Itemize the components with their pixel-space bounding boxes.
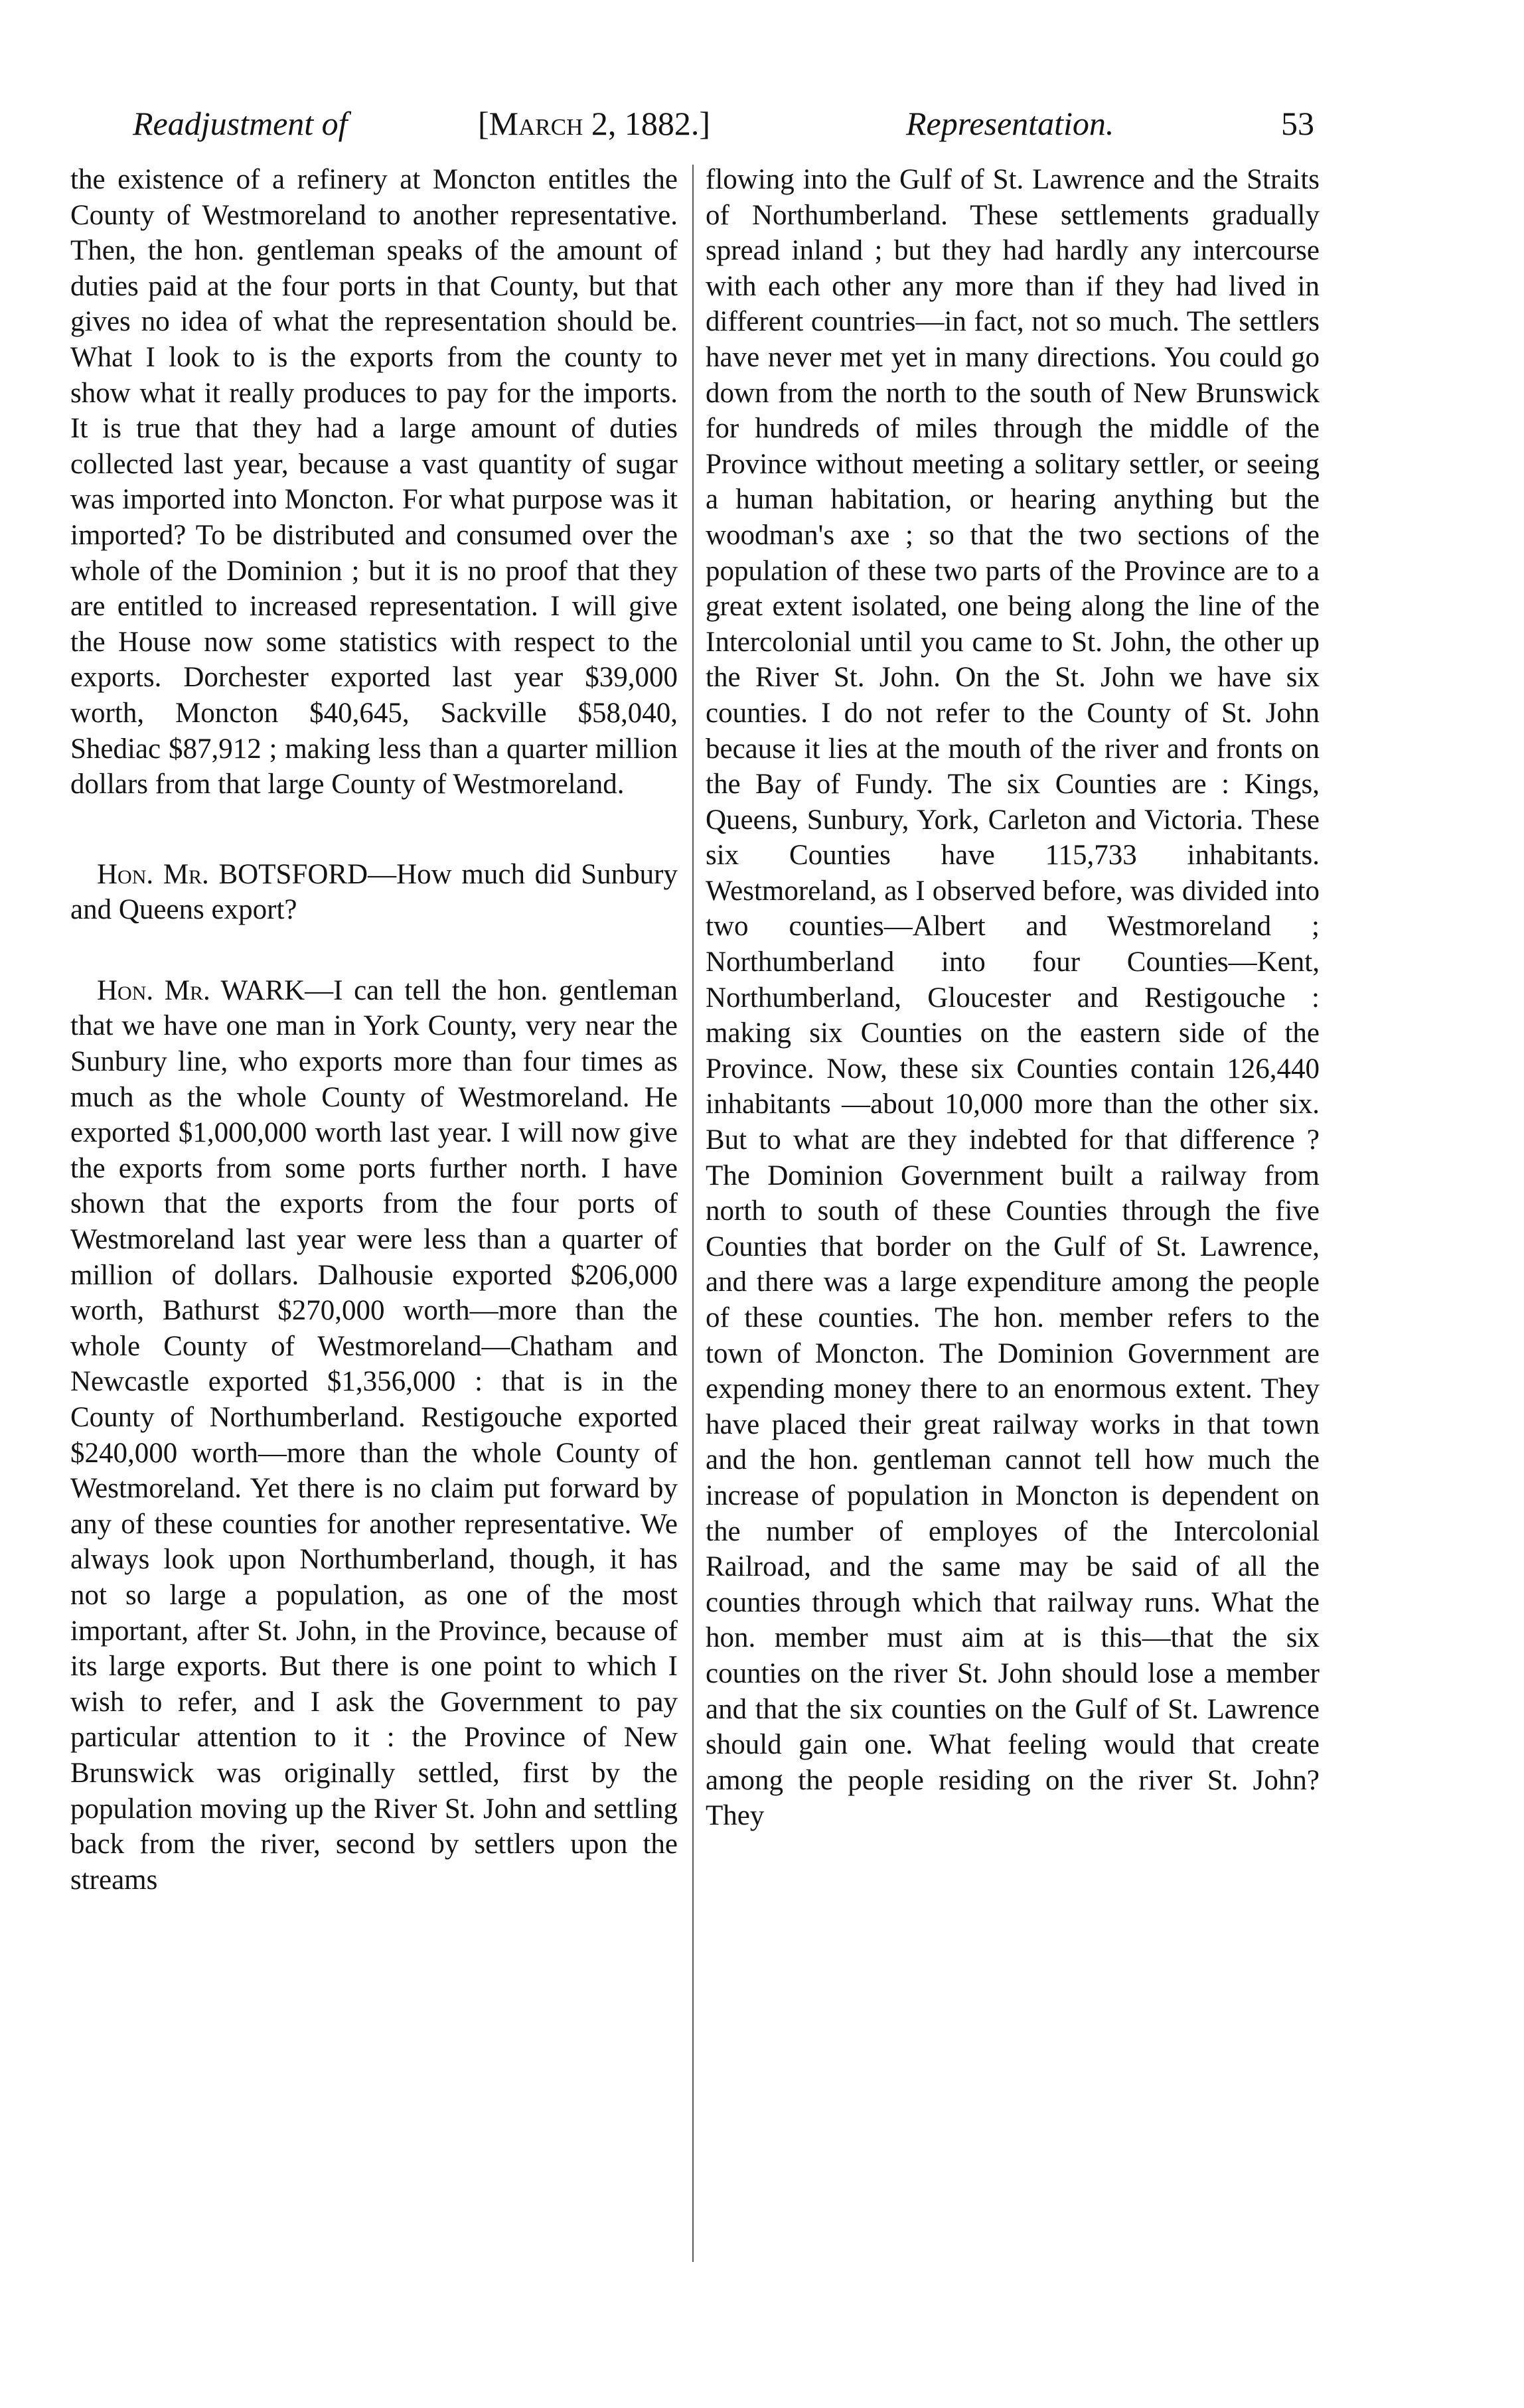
paragraph-botsford <box>70 857 678 928</box>
speech-text: —I can tell the hon. gentleman that we have one man in York County, very near the Sunbury line, who exports more than four times as much as the whole County of Westmoreland. He exported $1,000,000 worth last year. I will now give the exports from some ports further north. I have shown that the exports from the four ports of Westmoreland last year were less than a quarter of million of dollars. Dalhousie exported $206,000 worth, Bathurst $270,000 worth—more than the whole County of Westmoreland—Chatham and Newcastle exported $1,356,000 : that is in the County of Northumberland. Restigouche exported $240,000 worth—more than the whole County of Westmoreland. Yet there is no claim put forward by any of these counties for another representative. We always look upon Northumberland, though, it has not so large a population, as one of the most important, after St. John, in the Province, because of its large exports. But there is one point to which I wish to refer, and I ask the Government to pay particular attention to it : the Province of New Brunswick was originally settled, first by the population moving up the River St. John and settling back from the river, second by settlers upon the streams <box>70 974 678 1896</box>
paragraph-continued: the existence of a refinery at Moncton entitles the County of Westmoreland to another representative. Then, the hon. gentleman speaks of the amount of duties paid at the four ports in that County, but that gives no idea of what the representation should be. What I look to is the exports from the county to show what it really produces to pay for the imports. It is true that they had a large amount of duties collected last year, because a vast quantity of sugar was imported into Moncton. For what purpose was it imported? To be distributed and consumed over the whole of the Dominion ; but it is no proof that they are entitled to increased representation. I will give the House now some statistics with respect to the exports. Dorchester exported last year $39,000 worth, Moncton $40,645, Sackville $58,040, Shediac $87,912 ; making less than a quarter million dollars from that large County of Westmoreland. <box>70 164 678 800</box>
left-column <box>70 162 678 1898</box>
speech-text: —How much did Sunbury and Queens export? <box>70 858 678 926</box>
running-header <box>133 98 1314 149</box>
header-right-title: Representation. <box>906 105 1114 142</box>
right-column <box>706 162 1320 1834</box>
paragraph-wark <box>70 973 678 1898</box>
page-number: 53 <box>1281 105 1314 142</box>
speaker-name: Hon. Mr. BOTSFORD <box>97 858 368 890</box>
paragraph-continued: flowing into the Gulf of St. Lawrence and the Straits of Northumberland. These settlements gradually spread inland ; but they had hardly any intercourse with each other any more than if they had lived in different countries—in fact, not so much. The settlers have never met yet in many directions. You could go down from the north to the south of New Brunswick for hundreds of miles through the middle of the Province without meeting a solitary settler, or seeing a human habitation, or hearing anything but the woodman's axe ; so that the two sections of the population of these two parts of the Province are to a great extent isolated, one being along the line of the Intercolonial until you came to St. John, the other up the River St. John. On the St. John we have six counties. I do not refer to the County of St. John because it lies at the mouth of the river and fronts on the Bay of Fundy. The six Counties are : Kings, Queens, Sunbury, York, Carleton and Victoria. These six Counties have 115,733 inhabitants. Westmoreland, as I observed before, was divided into two counties—Albert and Westmoreland ; Northumberland into four Counties—Kent, Northumberland, Gloucester and Restigouche : making six Counties on the eastern side of the Province. Now, these six Counties contain 126,440 inhabitants —about 10,000 more than the other six. But to what are they indebted for that difference ? The Dominion Government built a railway from north to south of these Counties through the five Counties that border on the Gulf of St. Lawrence, and there was a large expenditure among the people of these counties. The hon. member refers to the town of Moncton. The Dominion Government are expending money there to an enormous extent. They have placed their great railway works in that town and the hon. gentleman cannot tell how much the increase of population in Moncton is dependent on the number of employes of the Intercolonial Railroad, and the same may be said of all the counties through which that railway runs. What the hon. member must aim at is this—that the six counties on the river St. John should lose a member and that the six counties on the Gulf of St. Lawrence should gain one. What feeling would that create among the people residing on the river St. John? They <box>706 164 1320 1832</box>
header-left-title: Readjustment of <box>133 105 348 142</box>
column-divider <box>692 165 694 2262</box>
speaker-name: Hon. Mr. WARK <box>97 974 305 1006</box>
header-date: [March 2, 1882.] <box>478 105 710 142</box>
